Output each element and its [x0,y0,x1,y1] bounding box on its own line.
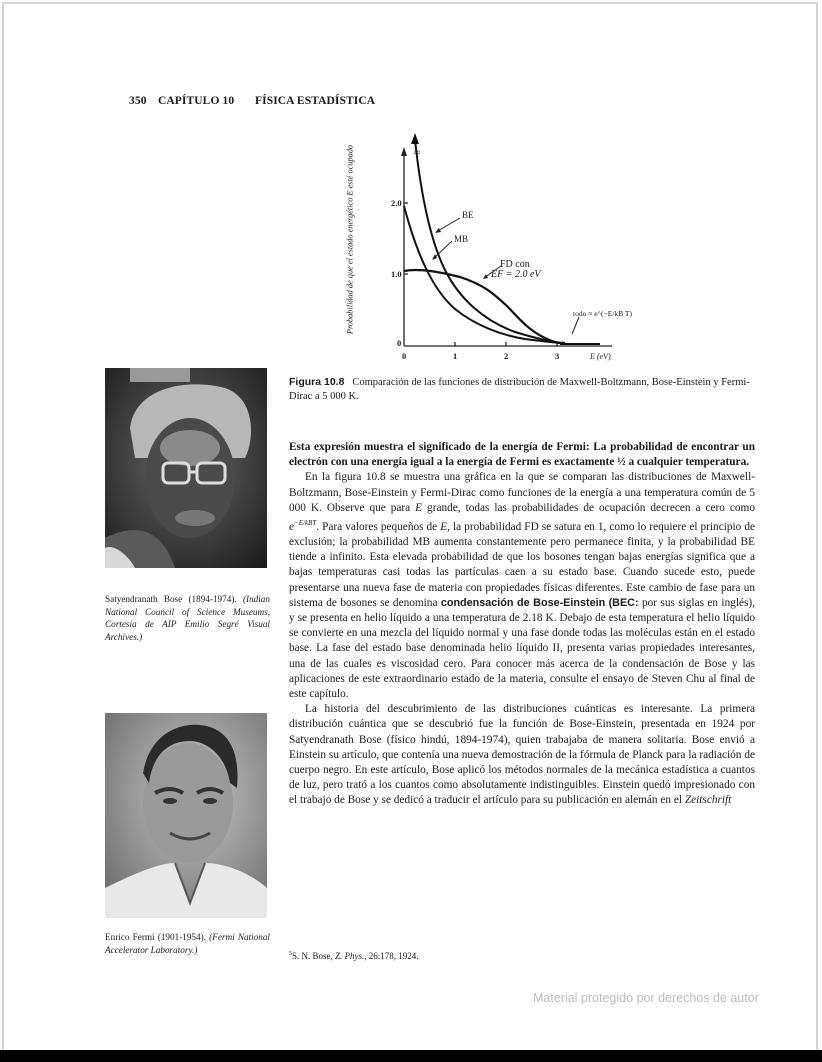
bose-photo-caption [105,593,270,643]
mb-label: MB [454,234,469,244]
lead-paragraph: Esta expresión muestra el significado de la energía de Fermi: La probabilidad de encontrar un electrón con una energía igual a la energía de Fermi es exactamente ½ a cualquier temperatura. [289,441,755,469]
y-axis-arrow-icon [401,147,407,156]
fermi-photo-caption [105,931,270,956]
chart-plot [335,125,665,373]
figure-caption [289,375,755,404]
be-infinity-arrow-icon [411,133,419,144]
footnote: $^5$S. N. Bose, Z. Phys., 26:178, 1924. [289,951,419,961]
y-tick-1: 1.0 [391,269,402,279]
figure-label: Figura 10.8 [289,376,345,388]
paragraph-2: La historia del descubrimiento de las distribuciones cuánticas es interesante. La primera distribución cuántica que se descubrió fue la función de Bose-Einstein, presentada en 1924 por Satyendranath Bose (físico hindú, 1894-1974), quien trabajaba de manera solitaria. Bose envió a Einstein su artículo, que contenía una nueva demostración de la fórmula de Planck para la radiación de cuerpo negro. En este artículo, Bose aplicó los métodos normales de la mecánica estadística a cuantos de luz, pero trató a los cuantos como absolutamente indistinguibles. Einstein quedó impresionado con el trabajo de Bose y se dedicó a traducir el artículo para su publicación en alemán en el Zeitschrift [289,703,755,807]
chapter-label: CAPÍTULO 10 [158,95,235,107]
bose-caption-credit: (Indian National Council of Science Museums, Cortesía de AIP Emilio Segré Visual Archives.) [105,594,270,642]
page-number: 350 [129,95,147,107]
x-tick-1: 1 [453,351,458,361]
be-curve [415,140,560,343]
fermi-caption-credit: (Fermi National Accelerator Laboratory.) [105,932,270,955]
y-tick-2: 2.0 [391,198,402,208]
x-tick-2: 2 [504,351,509,361]
body-text [289,440,755,809]
chart-y-axis-label: Probabilidad de que el estado energético E esté ocupado [345,144,355,335]
bose-photo [105,368,267,568]
fermi-caption-name: Enrico Fermi (1901-1954). [105,932,206,942]
x-tick-3: 3 [555,351,560,361]
y-tick-0: 0 [397,338,402,348]
x-tick-0: 0 [402,351,407,361]
fd-curve [404,270,565,343]
paragraph-1: En la figura 10.8 se muestra una gráfica en la que se comparan las distribuciones de Maxwell-Boltzmann, Bose-Einstein y Fermi-Dirac como funciones de la energía a una temperatura común de 5 000 K. Observe que para E grande, todas las probabilidades de ocupación decrecen a cero como $e^{-E/kBT}$. Para valores pequeños de E, la probabilidad FD se satura en 1, como lo requiere el principio de exclusión; la probabilidad MB aumenta constantemente pero permanece finita, y la probabilidad BE tiende a infinito. Esta elevada probabilidad de que los bosones tengan bajas energías significa que a bajas temperaturas casi todas las partículas caen a su estado base. Cuando sucede esto, puede presentarse una nueva fase de materia con propiedades físicas diferentes. Este cambio de fase para un sistema de bosones se denomina condensación de Bose-Einstein (BEC: por sus siglas en inglés), y se presenta en helio líquido a una temperatura de 2.18 K. Debajo de esta temperatura el helio líquido se convierte en una mezcla del líquido normal y una fase donde todas las moléculas están en el estado base. La fase del estado base denominada helio líquido II, presenta varias propiedades interesantes, una de las cuales es viscosidad cero. Para conocer más acerca de la condensación de Bose y las aplicaciones de este extraordinario estado de la materia, consulte el ensayo de Steven Chu al final de este capítulo. [289,471,755,701]
todo-label: todo ≈ e^(−E/kB T) [573,309,633,318]
figure-caption-text: Comparación de las funciones de distribución de Maxwell-Boltzmann, Bose-Einstein y Fermi-Dirac a 5 000 K. [289,377,750,402]
bose-caption-name: Satyendranath Bose (1894-1974). [105,594,237,604]
distribution-chart [335,125,665,373]
fermi-photo [105,713,267,918]
fd-label: FD con [500,259,530,270]
section-title: FÍSICA ESTADÍSTICA [255,95,376,107]
copyright-watermark: Material protegido por derechos de autor [533,991,759,1005]
bec-term: condensación de Bose-Einstein [440,596,606,609]
be-label: BE [462,210,474,220]
x-axis-label: E (eV) [590,352,611,361]
infinity-label: ∞ [414,147,421,157]
fd-fermi-label: EF = 2.0 eV [491,269,541,280]
